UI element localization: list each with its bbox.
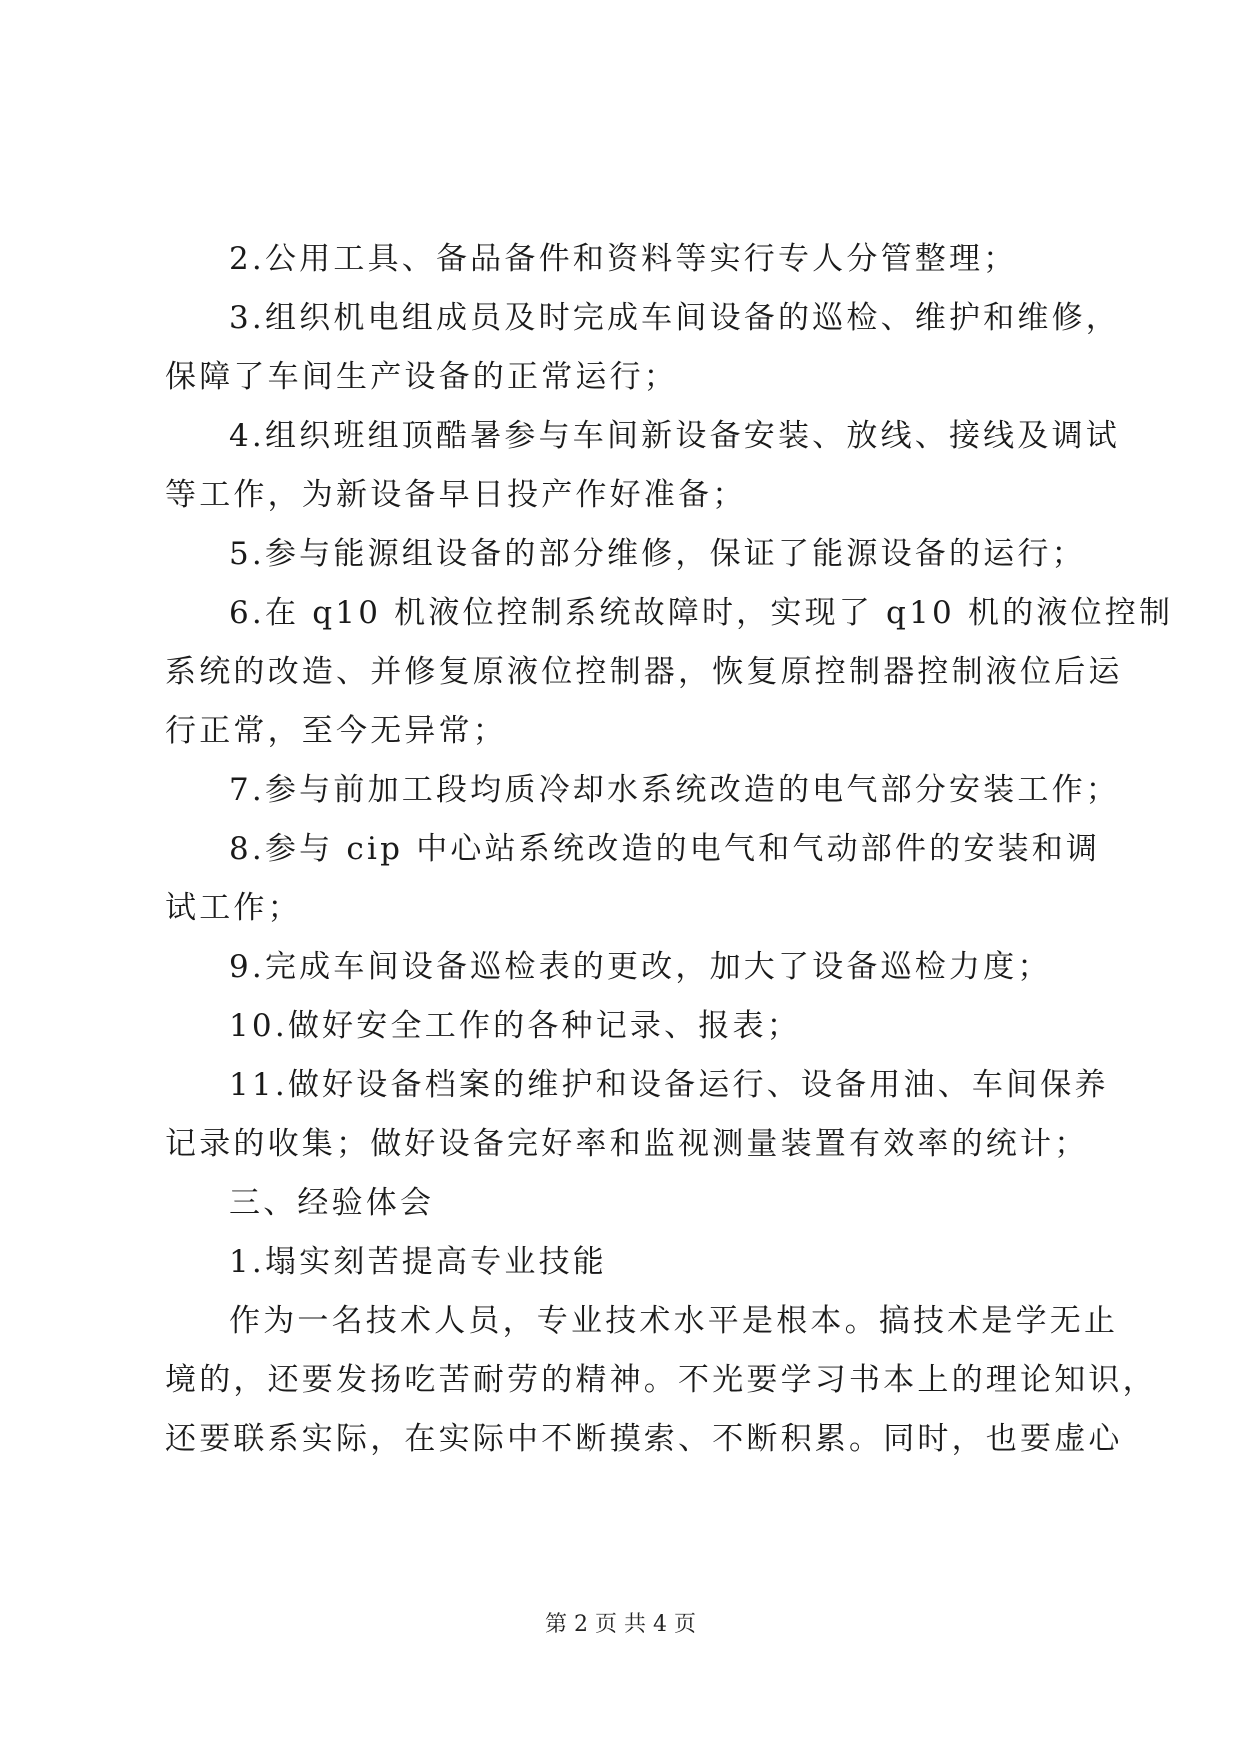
paragraph-line: 7.参与前加工段均质冷却水系统改造的电气部分安装工作； bbox=[229, 772, 1120, 808]
paragraph-line: 8.参与 cip 中心站系统改造的电气和气动部件的安装和调 bbox=[229, 831, 1101, 867]
paragraph-line: 系统的改造、并修复原液位控制器，恢复原控制器控制液位后运 bbox=[165, 654, 1123, 690]
section-heading: 三、经验体会 bbox=[229, 1185, 435, 1221]
paragraph-line: 5.参与能源组设备的部分维修，保证了能源设备的运行； bbox=[229, 536, 1086, 572]
paragraph-line: 4.组织班组顶酷暑参与车间新设备安装、放线、接线及调试 bbox=[229, 418, 1120, 454]
paragraph-line: 9.完成车间设备巡检表的更改，加大了设备巡检力度； bbox=[229, 949, 1052, 985]
paragraph-line: 6.在 q10 机液位控制系统故障时，实现了 q10 机的液位控制 bbox=[229, 595, 1174, 631]
paragraph-line: 3.组织机电组成员及时完成车间设备的巡检、维护和维修， bbox=[229, 300, 1120, 336]
paragraph-line: 记录的收集；做好设备完好率和监视测量装置有效率的统计； bbox=[165, 1126, 1089, 1162]
paragraph-line: 11.做好设备档案的维护和设备运行、设备用油、车间保养 bbox=[229, 1067, 1109, 1103]
document-body bbox=[165, 230, 1174, 1469]
paragraph-line: 试工作； bbox=[165, 890, 302, 926]
paragraph-line: 作为一名技术人员，专业技术水平是根本。搞技术是学无止 bbox=[229, 1303, 1119, 1339]
paragraph-line: 保障了车间生产设备的正常运行； bbox=[165, 359, 678, 395]
paragraph-line: 还要联系实际，在实际中不断摸索、不断积累。同时，也要虚心 bbox=[165, 1421, 1123, 1457]
page-number-footer: 第 2 页 共 4 页 bbox=[545, 1612, 696, 1637]
paragraph-line: 等工作，为新设备早日投产作好准备； bbox=[165, 477, 747, 513]
paragraph-line: 10.做好安全工作的各种记录、报表； bbox=[229, 1008, 801, 1044]
paragraph-line: 境的，还要发扬吃苦耐劳的精神。不光要学习书本上的理论知识， bbox=[165, 1362, 1157, 1398]
subsection-heading: 1.塌实刻苦提高专业技能 bbox=[229, 1244, 607, 1280]
paragraph-line: 2.公用工具、备品备件和资料等实行专人分管整理； bbox=[229, 241, 1018, 277]
paragraph-line: 行正常，至今无异常； bbox=[165, 713, 507, 749]
